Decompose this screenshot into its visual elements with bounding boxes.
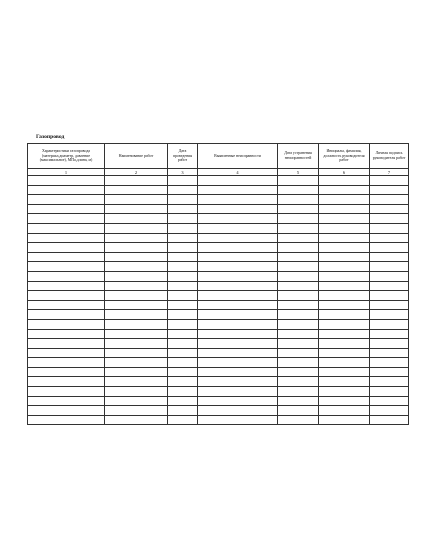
table-cell (105, 252, 168, 262)
table-row (28, 310, 409, 320)
table-cell (319, 367, 370, 377)
table-row (28, 319, 409, 329)
table-cell (370, 358, 409, 368)
table-cell (370, 252, 409, 262)
table-cell (105, 348, 168, 358)
table-cell (278, 233, 319, 243)
table-cell (28, 339, 105, 349)
table-cell (319, 358, 370, 368)
table-cell (278, 348, 319, 358)
column-header: Дата устранения неисправностей (278, 144, 319, 169)
table-cell (168, 252, 198, 262)
table-cell (278, 406, 319, 416)
table-cell (168, 367, 198, 377)
table-cell (278, 262, 319, 272)
column-number: 6 (319, 169, 370, 176)
table-cell (168, 281, 198, 291)
table-row (28, 214, 409, 224)
table-cell (168, 377, 198, 387)
table-cell (198, 396, 278, 406)
table-cell (168, 262, 198, 272)
table-cell (278, 396, 319, 406)
table-cell (28, 271, 105, 281)
table-row (28, 281, 409, 291)
table-cell (28, 300, 105, 310)
gas-pipeline-log-table (27, 143, 409, 425)
table-cell (370, 214, 409, 224)
table-cell (319, 348, 370, 358)
table-cell (198, 406, 278, 416)
table-cell (168, 339, 198, 349)
table-cell (370, 223, 409, 233)
table-row (28, 387, 409, 397)
column-number: 3 (168, 169, 198, 176)
table-cell (198, 339, 278, 349)
table-cell (319, 195, 370, 205)
table-cell (28, 243, 105, 253)
column-header: Наименование работ (105, 144, 168, 169)
table-cell (198, 377, 278, 387)
table-cell (278, 223, 319, 233)
table-cell (198, 252, 278, 262)
table-cell (168, 415, 198, 425)
table-cell (105, 185, 168, 195)
table-cell (319, 243, 370, 253)
column-header: Дата проведения работ (168, 144, 198, 169)
table-cell (278, 204, 319, 214)
table-cell (278, 176, 319, 186)
table-cell (168, 271, 198, 281)
table-cell (198, 291, 278, 301)
table-cell (105, 319, 168, 329)
table-cell (198, 367, 278, 377)
table-cell (198, 358, 278, 368)
table-cell (168, 214, 198, 224)
table-cell (319, 252, 370, 262)
table-cell (168, 387, 198, 397)
table-row (28, 271, 409, 281)
table-cell (370, 300, 409, 310)
table-cell (370, 329, 409, 339)
table-row (28, 223, 409, 233)
table-cell (198, 262, 278, 272)
table-cell (105, 387, 168, 397)
table-cell (105, 281, 168, 291)
column-number: 1 (28, 169, 105, 176)
table-cell (168, 185, 198, 195)
table-cell (28, 387, 105, 397)
column-number: 5 (278, 169, 319, 176)
table-row (28, 396, 409, 406)
table-cell (198, 185, 278, 195)
table-cell (198, 300, 278, 310)
table-cell (278, 367, 319, 377)
table-cell (278, 243, 319, 253)
table-cell (319, 319, 370, 329)
table-cell (28, 214, 105, 224)
table-cell (28, 176, 105, 186)
table-cell (278, 185, 319, 195)
table-cell (370, 415, 409, 425)
table-cell (28, 185, 105, 195)
table-cell (28, 319, 105, 329)
table-row (28, 195, 409, 205)
table-cell (319, 204, 370, 214)
table-cell (168, 233, 198, 243)
table-row (28, 262, 409, 272)
table-cell (319, 214, 370, 224)
table-row (28, 415, 409, 425)
table-cell (370, 406, 409, 416)
table-cell (319, 387, 370, 397)
column-header: Личная подпись руководителя работ (370, 144, 409, 169)
column-number-row (28, 169, 409, 176)
table-cell (198, 319, 278, 329)
table-cell (370, 262, 409, 272)
header-row (28, 144, 409, 169)
table-cell (278, 310, 319, 320)
table-cell (370, 387, 409, 397)
table-row (28, 243, 409, 253)
table-row (28, 233, 409, 243)
table-cell (105, 358, 168, 368)
table-cell (319, 185, 370, 195)
table-cell (370, 291, 409, 301)
table-cell (28, 415, 105, 425)
table-cell (28, 223, 105, 233)
table-cell (370, 281, 409, 291)
table-cell (168, 329, 198, 339)
table-cell (319, 377, 370, 387)
section-title: Газопровод (36, 134, 65, 140)
table-cell (28, 204, 105, 214)
table-cell (198, 387, 278, 397)
column-number: 2 (105, 169, 168, 176)
table-cell (28, 348, 105, 358)
table-cell (105, 214, 168, 224)
table-cell (168, 310, 198, 320)
table-cell (319, 310, 370, 320)
table-cell (198, 271, 278, 281)
table-cell (168, 300, 198, 310)
table-cell (319, 281, 370, 291)
table-cell (198, 348, 278, 358)
table-cell (319, 339, 370, 349)
table-cell (105, 415, 168, 425)
table-cell (168, 358, 198, 368)
table-cell (28, 233, 105, 243)
table-cell (198, 204, 278, 214)
table-row (28, 358, 409, 368)
column-number: 4 (198, 169, 278, 176)
table-cell (168, 396, 198, 406)
table-row (28, 204, 409, 214)
table-cell (319, 300, 370, 310)
table-cell (105, 406, 168, 416)
column-header: Выявленные неисправности (198, 144, 278, 169)
table-cell (319, 415, 370, 425)
table-cell (370, 367, 409, 377)
table-cell (370, 377, 409, 387)
table-cell (370, 243, 409, 253)
table-cell (278, 252, 319, 262)
table-cell (28, 262, 105, 272)
table-cell (278, 300, 319, 310)
column-number: 7 (370, 169, 409, 176)
table-cell (105, 396, 168, 406)
table-row (28, 185, 409, 195)
table-cell (28, 291, 105, 301)
table-cell (105, 329, 168, 339)
table-cell (278, 415, 319, 425)
table-cell (319, 176, 370, 186)
table-cell (278, 319, 319, 329)
table-cell (168, 319, 198, 329)
table-cell (105, 291, 168, 301)
table-row (28, 377, 409, 387)
table-cell (198, 281, 278, 291)
column-header: Инициалы, фамилия, должность руководителя работ (319, 144, 370, 169)
table-cell (198, 176, 278, 186)
table-cell (105, 233, 168, 243)
table-cell (370, 176, 409, 186)
table-cell (278, 339, 319, 349)
table-cell (319, 406, 370, 416)
table-row (28, 348, 409, 358)
table-cell (28, 367, 105, 377)
table-cell (198, 415, 278, 425)
column-header: Характеристики газопровода (материал,диаметр, давление (максимальное), МПа,длина, м) (28, 144, 105, 169)
table-row (28, 176, 409, 186)
table-cell (370, 348, 409, 358)
table-cell (105, 367, 168, 377)
table-cell (198, 223, 278, 233)
table-cell (198, 233, 278, 243)
table-cell (370, 195, 409, 205)
table-cell (278, 329, 319, 339)
table-cell (168, 243, 198, 253)
table-row (28, 329, 409, 339)
table-cell (168, 291, 198, 301)
table-cell (198, 243, 278, 253)
table-row (28, 367, 409, 377)
table-cell (28, 406, 105, 416)
table-cell (28, 252, 105, 262)
table-cell (319, 262, 370, 272)
table-cell (105, 300, 168, 310)
table-cell (105, 176, 168, 186)
table-cell (278, 377, 319, 387)
table-cell (28, 358, 105, 368)
table-cell (168, 176, 198, 186)
table-cell (370, 339, 409, 349)
table-cell (278, 291, 319, 301)
table-cell (168, 223, 198, 233)
table-cell (319, 396, 370, 406)
table-cell (28, 195, 105, 205)
table-cell (370, 310, 409, 320)
table-cell (198, 310, 278, 320)
table-cell (105, 195, 168, 205)
table-row (28, 406, 409, 416)
table-cell (105, 223, 168, 233)
table-cell (105, 310, 168, 320)
table-cell (28, 281, 105, 291)
table-cell (278, 281, 319, 291)
table-cell (319, 271, 370, 281)
table-cell (28, 310, 105, 320)
table-cell (319, 223, 370, 233)
table-cell (370, 185, 409, 195)
table-cell (168, 348, 198, 358)
table-body (28, 176, 409, 425)
table-cell (278, 358, 319, 368)
table-cell (105, 339, 168, 349)
table-cell (28, 396, 105, 406)
table-row (28, 339, 409, 349)
table-cell (105, 377, 168, 387)
table-cell (370, 271, 409, 281)
table-cell (278, 214, 319, 224)
table-cell (168, 195, 198, 205)
table-row (28, 291, 409, 301)
table-cell (278, 387, 319, 397)
table-cell (105, 243, 168, 253)
table-cell (319, 329, 370, 339)
table-cell (278, 195, 319, 205)
table-cell (319, 233, 370, 243)
table-cell (168, 406, 198, 416)
table-cell (198, 214, 278, 224)
table-cell (370, 204, 409, 214)
table-cell (198, 195, 278, 205)
table-row (28, 252, 409, 262)
table-row (28, 300, 409, 310)
table-cell (168, 204, 198, 214)
table-cell (105, 262, 168, 272)
table-cell (370, 396, 409, 406)
table-cell (198, 329, 278, 339)
table-cell (105, 204, 168, 214)
table-cell (370, 233, 409, 243)
table-cell (319, 291, 370, 301)
table-cell (28, 377, 105, 387)
table-cell (105, 271, 168, 281)
table-cell (28, 329, 105, 339)
table-cell (278, 271, 319, 281)
table-cell (370, 319, 409, 329)
